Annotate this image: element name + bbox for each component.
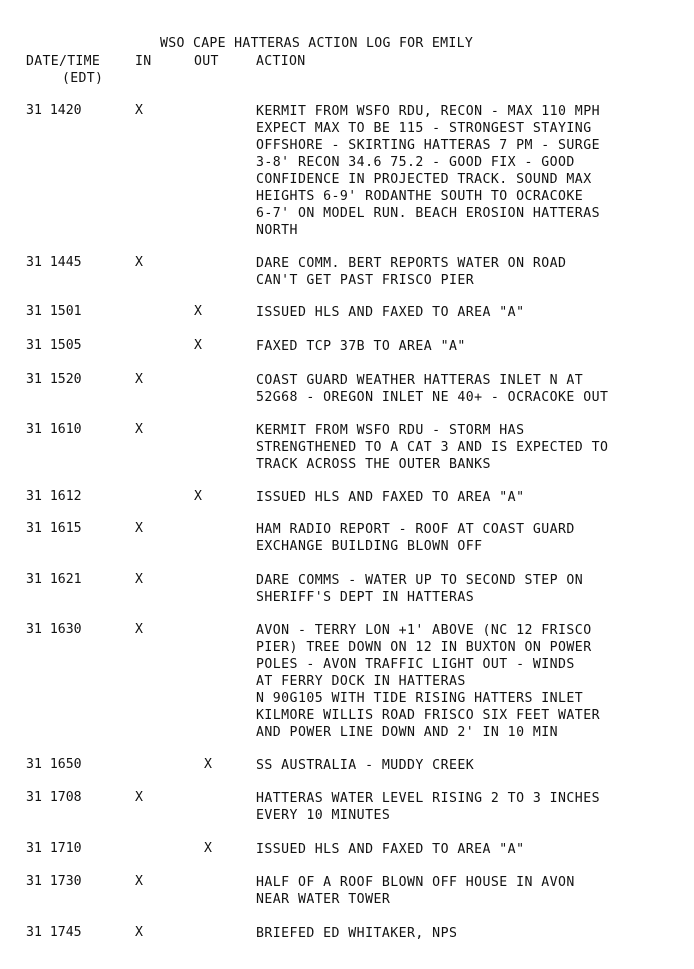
entry-datetime: 31 1745 [26,925,82,940]
entry-action: KERMIT FROM WSFO RDU, RECON - MAX 110 MPH EXPECT MAX TO BE 115 - STRONGEST STAYING OFFSHORE - SKIRTING HATTERAS 7 PM - SURGE 3-8' RECON 34.6 75.2 - GOOD FIX - GOOD CONFIDENCE IN PROJECTED TRACK. SOUND MAX HEIGHTS 6-9' RODANTHE SOUTH TO OCRACOKE 6-7' ON MODEL RUN. BEACH EROSION HATTERAS NORTH [256,104,600,238]
entry-datetime: 31 1650 [26,757,82,772]
entry-action: KERMIT FROM WSFO RDU - STORM HAS STRENGTHENED TO A CAT 3 AND IS EXPECTED TO TRACK ACROSS THE OUTER BANKS [256,423,609,472]
entry-datetime: 31 1730 [26,874,82,889]
entry-action: ISSUED HLS AND FAXED TO AREA "A" [256,305,525,320]
entry-in-mark: X [135,372,143,387]
entry-in-mark: X [135,622,143,637]
entry-datetime: 31 1610 [26,422,82,437]
entry-action: HALF OF A ROOF BLOWN OFF HOUSE IN AVON NEAR WATER TOWER [256,875,575,907]
entry-in-mark: X [135,790,143,805]
entry-action: AVON - TERRY LON +1' ABOVE (NC 12 FRISCO PIER) TREE DOWN ON 12 IN BUXTON ON POWER POLES - AVON TRAFFIC LIGHT OUT - WINDS AT FERRY DOCK IN HATTERAS N 90G105 WITH TIDE RISING HATTERS INLET KILMORE WILLIS ROAD FRISCO SIX FEET WATER AND POWER LINE DOWN AND 2' IN 10 MIN [256,623,600,740]
entry-datetime: 31 1420 [26,103,82,118]
entry-action: HATTERAS WATER LEVEL RISING 2 TO 3 INCHES EVERY 10 MINUTES [256,791,600,823]
entry-in-mark: X [135,925,143,940]
entry-action: ISSUED HLS AND FAXED TO AREA "A" [256,842,525,857]
header-edt: (EDT) [62,71,104,86]
entry-out-mark: X [204,841,212,856]
entry-action: BRIEFED ED WHITAKER, NPS [256,926,458,941]
header-date-time: DATE/TIME [26,54,101,69]
entry-action: FAXED TCP 37B TO AREA "A" [256,339,466,354]
entry-action: ISSUED HLS AND FAXED TO AREA "A" [256,490,525,505]
header-action: ACTION [256,54,306,69]
document-title: WSO CAPE HATTERAS ACTION LOG FOR EMILY [160,36,474,51]
entry-action: DARE COMMS - WATER UP TO SECOND STEP ON SHERIFF'S DEPT IN HATTERAS [256,573,584,605]
entry-datetime: 31 1505 [26,338,82,353]
entry-out-mark: X [204,757,212,772]
entry-in-mark: X [135,103,143,118]
entry-out-mark: X [194,304,202,319]
entry-action: HAM RADIO REPORT - ROOF AT COAST GUARD EXCHANGE BUILDING BLOWN OFF [256,522,575,554]
entry-action: SS AUSTRALIA - MUDDY CREEK [256,758,475,773]
entry-datetime: 31 1710 [26,841,82,856]
header-out: OUT [194,54,219,69]
entry-datetime: 31 1630 [26,622,82,637]
entry-datetime: 31 1520 [26,372,82,387]
entry-out-mark: X [194,338,202,353]
entry-datetime: 31 1612 [26,489,82,504]
entry-datetime: 31 1445 [26,255,82,270]
entry-in-mark: X [135,572,143,587]
entry-action: DARE COMM. BERT REPORTS WATER ON ROAD CAN'T GET PAST FRISCO PIER [256,256,567,288]
entry-in-mark: X [135,422,143,437]
entry-in-mark: X [135,521,143,536]
entry-in-mark: X [135,255,143,270]
entry-in-mark: X [135,874,143,889]
header-in: IN [135,54,152,69]
entry-datetime: 31 1708 [26,790,82,805]
entry-action: COAST GUARD WEATHER HATTERAS INLET N AT 52G68 - OREGON INLET NE 40+ - OCRACOKE OUT [256,373,609,405]
entry-datetime: 31 1501 [26,304,82,319]
entry-datetime: 31 1615 [26,521,82,536]
entry-out-mark: X [194,489,202,504]
entry-datetime: 31 1621 [26,572,82,587]
